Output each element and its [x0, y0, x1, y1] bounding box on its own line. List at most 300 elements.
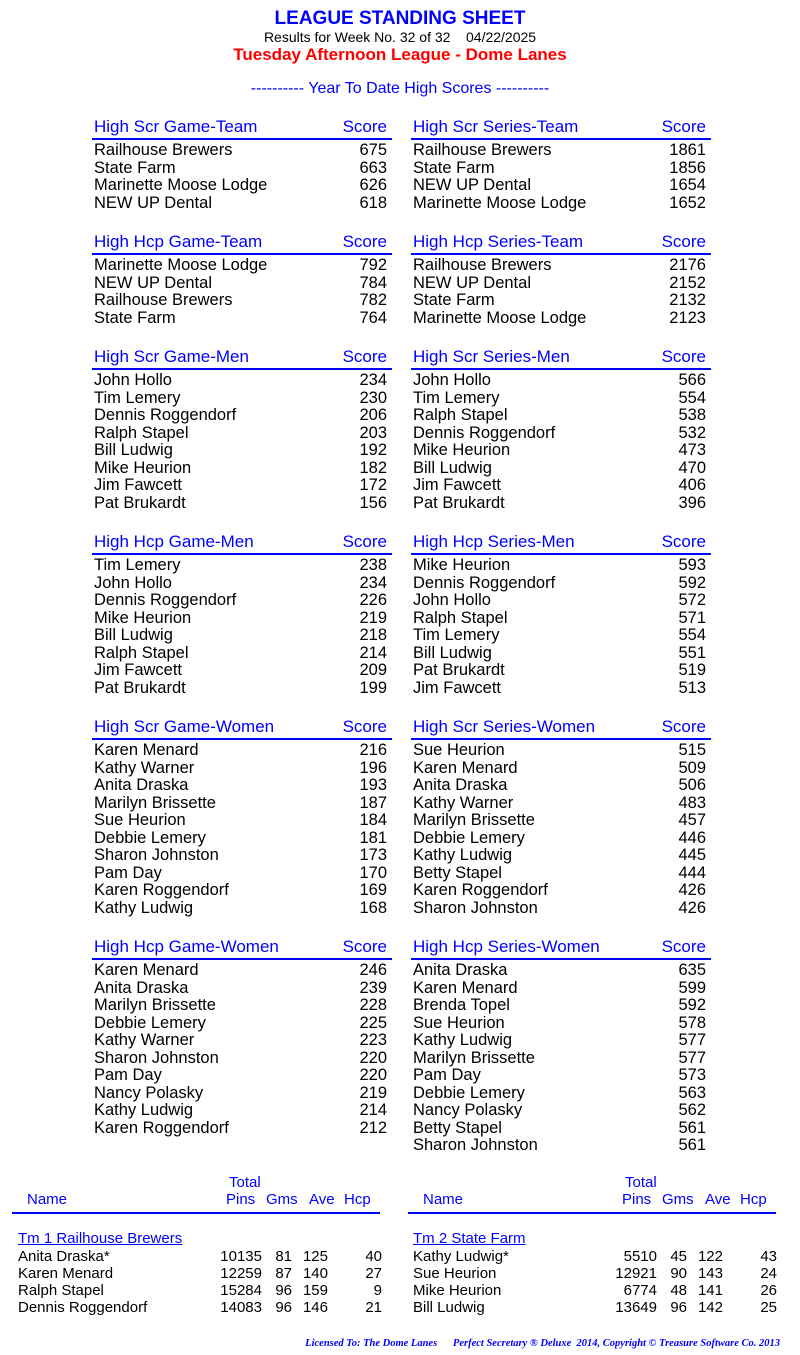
- score-row: [92, 882, 392, 900]
- score-value: 446: [678, 828, 706, 847]
- score-row: [411, 575, 711, 593]
- score-value: 234: [359, 371, 387, 389]
- player-name: Karen Menard: [18, 1265, 114, 1282]
- player-name: Mike Heurion: [413, 1282, 502, 1299]
- score-value: 223: [359, 1031, 387, 1049]
- score-value: 214: [359, 1101, 387, 1119]
- score-row: [92, 425, 392, 443]
- score-row: [92, 1085, 392, 1103]
- score-value: 554: [678, 626, 706, 644]
- player-average: 125: [302, 1248, 328, 1265]
- bowler-name: State Farm: [94, 308, 176, 327]
- section-title: High Scr Series-Men: [413, 347, 570, 366]
- player-handicap: 9: [373, 1282, 382, 1299]
- section-title: High Hcp Game-Women: [94, 937, 279, 956]
- score-row: [92, 1067, 392, 1085]
- score-value: 184: [359, 811, 387, 829]
- score-value: 566: [678, 371, 706, 389]
- bowler-name: Marinette Moose Lodge: [94, 176, 268, 194]
- team-title[interactable]: Tm 1 Railhouse Brewers: [18, 1230, 183, 1247]
- score-value: 1654: [669, 176, 706, 194]
- bowler-name: Ralph Stapel: [413, 608, 508, 627]
- score-row: [92, 557, 392, 575]
- score-row: [92, 760, 392, 778]
- bowler-name: Tim Lemery: [94, 556, 181, 574]
- score-value: 182: [359, 458, 387, 477]
- bowler-name: Mike Heurion: [413, 556, 511, 574]
- score-row: [411, 372, 711, 390]
- score-row: [92, 980, 392, 998]
- score-row: [411, 257, 711, 275]
- ytd-section: [411, 345, 711, 512]
- score-row: [92, 442, 392, 460]
- score-value: 225: [359, 1013, 387, 1032]
- score-value: 538: [678, 406, 706, 424]
- section-header: [92, 715, 392, 740]
- score-value: 226: [359, 591, 387, 609]
- bowler-name: Pam Day: [94, 863, 162, 882]
- bowler-name: Jim Fawcett: [413, 678, 502, 697]
- player-average: 142: [697, 1299, 723, 1316]
- score-row: [92, 177, 392, 195]
- bowler-name: Nancy Polasky: [413, 1101, 523, 1119]
- bowler-name: Karen Menard: [94, 961, 199, 979]
- score-row: [92, 292, 392, 310]
- score-value: 457: [678, 811, 706, 829]
- bowler-name: Karen Roggendorf: [413, 881, 548, 899]
- score-value: 212: [359, 1118, 387, 1137]
- score-value: 554: [678, 388, 706, 407]
- score-value: 246: [359, 961, 387, 979]
- bowler-name: Dennis Roggendorf: [413, 573, 556, 592]
- ytd-section: [411, 230, 711, 327]
- score-value: 187: [359, 793, 387, 812]
- score-row: [92, 812, 392, 830]
- score-value: 203: [359, 423, 387, 442]
- bowler-name: Kathy Warner: [94, 1031, 195, 1049]
- bowler-name: Marilyn Brissette: [94, 793, 216, 812]
- score-value: 445: [678, 846, 706, 864]
- score-value: 2176: [669, 256, 706, 274]
- player-row: [18, 1282, 386, 1299]
- score-value: 220: [359, 1048, 387, 1067]
- section-header: [92, 530, 392, 555]
- score-value: 792: [359, 256, 387, 274]
- total-label: Total: [625, 1174, 657, 1191]
- score-row: [411, 460, 711, 478]
- score-value: 592: [678, 573, 706, 592]
- player-average: 159: [302, 1282, 328, 1299]
- score-row: [411, 882, 711, 900]
- score-row: [411, 557, 711, 575]
- bowler-name: Marilyn Brissette: [413, 1048, 535, 1067]
- score-row: [411, 997, 711, 1015]
- score-value: 219: [359, 1083, 387, 1102]
- score-value: 396: [678, 493, 706, 512]
- score-value: 1861: [669, 141, 706, 159]
- score-row: [411, 195, 711, 213]
- score-row: [411, 592, 711, 610]
- score-row: [411, 795, 711, 813]
- bowler-name: Ralph Stapel: [94, 423, 189, 442]
- score-value: 599: [678, 978, 706, 997]
- score-row: [92, 142, 392, 160]
- bowler-name: State Farm: [413, 158, 495, 177]
- score-row: [92, 627, 392, 645]
- score-label: Score: [342, 717, 387, 736]
- player-average: 141: [697, 1282, 723, 1299]
- score-row: [411, 760, 711, 778]
- bowler-name: Kathy Ludwig: [413, 1031, 513, 1049]
- score-row: [92, 1120, 392, 1138]
- score-label: Score: [342, 532, 387, 551]
- bowler-name: NEW UP Dental: [413, 176, 531, 194]
- bowler-name: Sue Heurion: [413, 741, 505, 759]
- score-row: [411, 962, 711, 980]
- player-pins: 5510: [623, 1248, 657, 1265]
- bowler-name: Betty Stapel: [413, 1118, 502, 1137]
- player-pins: 14083: [220, 1299, 262, 1316]
- bowler-name: Jim Fawcett: [94, 661, 183, 679]
- score-row: [92, 1015, 392, 1033]
- score-row: [92, 275, 392, 293]
- score-value: 572: [678, 591, 706, 609]
- score-value: 593: [678, 556, 706, 574]
- hcp-header: Hcp: [344, 1191, 371, 1208]
- score-label: Score: [342, 117, 387, 136]
- player-games: 48: [670, 1282, 687, 1299]
- bowler-name: Kathy Ludwig: [94, 898, 194, 917]
- player-row: [413, 1265, 781, 1282]
- score-row: [92, 830, 392, 848]
- score-value: 181: [359, 828, 387, 847]
- score-value: 562: [678, 1101, 706, 1119]
- ytd-section: [92, 530, 392, 697]
- score-label: Score: [661, 717, 706, 736]
- score-label: Score: [342, 347, 387, 366]
- ytd-heading: ---------- Year To Date High Scores ----------: [250, 80, 550, 97]
- score-value: 515: [678, 741, 706, 759]
- score-value: 577: [678, 1048, 706, 1067]
- player-handicap: 26: [760, 1282, 777, 1299]
- score-row: [411, 662, 711, 680]
- score-label: Score: [661, 117, 706, 136]
- ytd-section: [411, 115, 711, 212]
- name-header: Name: [27, 1191, 68, 1208]
- player-row: [413, 1282, 781, 1299]
- bowler-name: Pat Brukardt: [94, 678, 186, 697]
- gms-header: Gms: [662, 1191, 694, 1208]
- player-pins: 12921: [615, 1265, 657, 1282]
- score-row: [411, 442, 711, 460]
- bowler-name: Railhouse Brewers: [413, 256, 552, 274]
- bowler-name: Betty Stapel: [413, 863, 502, 882]
- bowler-name: Karen Roggendorf: [94, 881, 229, 899]
- bowler-name: Kathy Ludwig: [413, 846, 513, 864]
- score-value: 199: [359, 678, 387, 697]
- score-row: [411, 1050, 711, 1068]
- bowler-name: Marinette Moose Lodge: [413, 193, 587, 212]
- score-value: 551: [678, 643, 706, 662]
- score-row: [411, 1085, 711, 1103]
- player-row: [413, 1248, 781, 1265]
- player-handicap: 21: [365, 1299, 382, 1316]
- ave-header: Ave: [705, 1191, 731, 1208]
- bowler-name: Marilyn Brissette: [413, 811, 535, 829]
- score-row: [92, 160, 392, 178]
- score-row: [411, 610, 711, 628]
- score-value: 2132: [669, 291, 706, 309]
- score-row: [411, 310, 711, 328]
- score-value: 192: [359, 441, 387, 459]
- score-label: Score: [661, 532, 706, 551]
- bowler-name: Brenda Topel: [413, 996, 510, 1014]
- section-title: High Scr Game-Men: [94, 347, 249, 366]
- bowler-name: Pam Day: [413, 1066, 481, 1084]
- bowler-name: NEW UP Dental: [94, 193, 212, 212]
- player-games: 87: [275, 1265, 292, 1282]
- player-games: 96: [275, 1282, 292, 1299]
- section-header: [92, 345, 392, 370]
- score-value: 426: [678, 898, 706, 917]
- bowler-name: Ralph Stapel: [413, 406, 508, 424]
- bowler-name: Marinette Moose Lodge: [413, 308, 587, 327]
- score-value: 216: [359, 741, 387, 759]
- player-average: 122: [697, 1248, 723, 1265]
- ave-header: Ave: [309, 1191, 335, 1208]
- score-value: 1652: [669, 193, 706, 212]
- ytd-section: [411, 530, 711, 697]
- player-name: Anita Draska*: [18, 1248, 110, 1265]
- score-row: [92, 390, 392, 408]
- score-value: 220: [359, 1066, 387, 1084]
- bowler-name: Marilyn Brissette: [94, 996, 216, 1014]
- bowler-name: Bill Ludwig: [94, 626, 173, 644]
- score-row: [411, 495, 711, 513]
- section-header: [411, 115, 711, 140]
- score-row: [92, 1032, 392, 1050]
- ytd-section: [411, 715, 711, 917]
- score-value: 663: [359, 158, 387, 177]
- score-row: [92, 662, 392, 680]
- score-value: 196: [359, 758, 387, 777]
- ytd-section: [92, 230, 392, 327]
- hcp-header: Hcp: [740, 1191, 767, 1208]
- section-title: High Hcp Game-Team: [94, 232, 263, 251]
- player-games: 96: [670, 1299, 687, 1316]
- score-row: [92, 962, 392, 980]
- score-row: [411, 777, 711, 795]
- score-value: 578: [678, 1013, 706, 1032]
- page-title: LEAGUE STANDING SHEET: [274, 8, 526, 29]
- bowler-name: Sharon Johnston: [94, 846, 219, 864]
- team-title[interactable]: Tm 2 State Farm: [413, 1230, 526, 1247]
- player-pins: 12259: [220, 1265, 262, 1282]
- score-value: 470: [678, 458, 706, 477]
- score-row: [92, 610, 392, 628]
- score-row: [92, 575, 392, 593]
- player-name: Sue Heurion: [413, 1265, 497, 1282]
- ytd-section: [411, 935, 711, 1155]
- section-header: [92, 230, 392, 255]
- bowler-name: Bill Ludwig: [413, 643, 492, 662]
- section-header: [411, 345, 711, 370]
- score-value: 473: [678, 441, 706, 459]
- bowler-name: Sharon Johnston: [413, 1136, 538, 1154]
- player-pins: 6774: [623, 1282, 657, 1299]
- bowler-name: Dennis Roggendorf: [94, 406, 237, 424]
- score-row: [92, 310, 392, 328]
- section-title: High Hcp Series-Men: [413, 532, 575, 551]
- bowler-name: Bill Ludwig: [94, 441, 173, 459]
- bowler-name: Mike Heurion: [94, 458, 192, 477]
- ytd-section: [92, 345, 392, 512]
- player-games: 81: [275, 1248, 292, 1265]
- score-value: 2123: [669, 308, 706, 327]
- score-row: [92, 407, 392, 425]
- bowler-name: Karen Menard: [94, 741, 199, 759]
- score-value: 573: [678, 1066, 706, 1084]
- score-row: [92, 795, 392, 813]
- bowler-name: Kathy Warner: [413, 793, 514, 812]
- score-value: 509: [678, 758, 706, 777]
- bowler-name: Ralph Stapel: [94, 643, 189, 662]
- bowler-name: Debbie Lemery: [94, 1013, 206, 1032]
- score-value: 561: [678, 1136, 706, 1154]
- score-row: [411, 275, 711, 293]
- score-value: 561: [678, 1118, 706, 1137]
- week-subtitle: Results for Week No. 32 of 32 04/22/2025: [263, 29, 537, 45]
- score-row: [411, 742, 711, 760]
- score-value: 483: [678, 793, 706, 812]
- stats-header-right: [408, 1170, 776, 1214]
- section-title: High Hcp Game-Men: [94, 532, 254, 551]
- score-row: [411, 980, 711, 998]
- score-value: 626: [359, 176, 387, 194]
- score-row: [92, 847, 392, 865]
- bowler-name: Mike Heurion: [413, 441, 511, 459]
- score-value: 228: [359, 996, 387, 1014]
- score-value: 193: [359, 776, 387, 794]
- score-row: [411, 1137, 711, 1155]
- bowler-name: Debbie Lemery: [413, 828, 525, 847]
- score-value: 1856: [669, 158, 706, 177]
- score-row: [92, 195, 392, 213]
- score-value: 209: [359, 661, 387, 679]
- score-row: [92, 742, 392, 760]
- score-value: 239: [359, 978, 387, 997]
- player-handicap: 27: [365, 1265, 382, 1282]
- ytd-section: [92, 715, 392, 917]
- bowler-name: Dennis Roggendorf: [94, 591, 237, 609]
- license-footer: Licensed To: The Dome Lanes Perfect Secretary ® Deluxe 2014, Copyright © Treasure Software Co. 2013: [305, 1338, 780, 1349]
- bowler-name: John Hollo: [94, 573, 172, 592]
- ytd-section: [92, 115, 392, 212]
- score-label: Score: [661, 937, 706, 956]
- score-value: 172: [359, 476, 387, 494]
- total-label: Total: [229, 1174, 261, 1191]
- pins-header: Pins: [622, 1191, 652, 1208]
- score-row: [411, 407, 711, 425]
- section-title: High Scr Game-Team: [94, 117, 258, 136]
- player-row: [413, 1299, 781, 1316]
- score-row: [92, 477, 392, 495]
- stats-header-left: [12, 1170, 380, 1214]
- score-row: [411, 425, 711, 443]
- score-value: 519: [678, 661, 706, 679]
- bowler-name: Kathy Ludwig: [94, 1101, 194, 1119]
- bowler-name: Pat Brukardt: [413, 493, 505, 512]
- score-value: 532: [678, 423, 706, 442]
- score-row: [411, 477, 711, 495]
- score-row: [411, 1102, 711, 1120]
- score-row: [92, 1102, 392, 1120]
- bowler-name: Tim Lemery: [413, 626, 500, 644]
- player-pins: 13649: [615, 1299, 657, 1316]
- bowler-name: Sue Heurion: [413, 1013, 505, 1032]
- player-games: 45: [670, 1248, 687, 1265]
- score-row: [411, 1067, 711, 1085]
- score-row: [411, 292, 711, 310]
- score-value: 444: [678, 863, 706, 882]
- bowler-name: Anita Draska: [94, 978, 189, 997]
- bowler-name: State Farm: [413, 291, 495, 309]
- score-label: Score: [661, 347, 706, 366]
- bowler-name: Jim Fawcett: [94, 476, 183, 494]
- section-header: [92, 115, 392, 140]
- section-title: High Scr Game-Women: [94, 717, 275, 736]
- score-value: 784: [359, 273, 387, 292]
- score-value: 577: [678, 1031, 706, 1049]
- score-row: [411, 390, 711, 408]
- score-row: [92, 495, 392, 513]
- bowler-name: Karen Menard: [413, 978, 518, 997]
- score-value: 169: [359, 881, 387, 899]
- score-row: [411, 160, 711, 178]
- player-handicap: 43: [760, 1248, 777, 1265]
- score-value: 571: [678, 608, 706, 627]
- score-row: [411, 1015, 711, 1033]
- pins-header: Pins: [226, 1191, 256, 1208]
- bowler-name: Nancy Polasky: [94, 1083, 204, 1102]
- score-value: 206: [359, 406, 387, 424]
- score-value: 513: [678, 678, 706, 697]
- bowler-name: Railhouse Brewers: [94, 291, 233, 309]
- player-name: Bill Ludwig: [413, 1299, 485, 1316]
- bowler-name: Sue Heurion: [94, 811, 186, 829]
- score-value: 168: [359, 898, 387, 917]
- bowler-name: Railhouse Brewers: [413, 141, 552, 159]
- player-name: Dennis Roggendorf: [18, 1299, 148, 1316]
- bowler-name: State Farm: [94, 158, 176, 177]
- bowler-name: Mike Heurion: [94, 608, 192, 627]
- player-games: 96: [275, 1299, 292, 1316]
- bowler-name: Marinette Moose Lodge: [94, 256, 268, 274]
- score-row: [411, 680, 711, 698]
- score-value: 234: [359, 573, 387, 592]
- score-row: [92, 777, 392, 795]
- player-name: Ralph Stapel: [18, 1282, 104, 1299]
- score-value: 238: [359, 556, 387, 574]
- score-row: [92, 997, 392, 1015]
- player-pins: 15284: [220, 1282, 262, 1299]
- player-row: [18, 1265, 386, 1282]
- section-title: High Hcp Series-Team: [413, 232, 584, 251]
- player-row: [18, 1299, 386, 1316]
- score-value: 2152: [669, 273, 706, 292]
- player-average: 140: [302, 1265, 328, 1282]
- bowler-name: Sharon Johnston: [413, 898, 538, 917]
